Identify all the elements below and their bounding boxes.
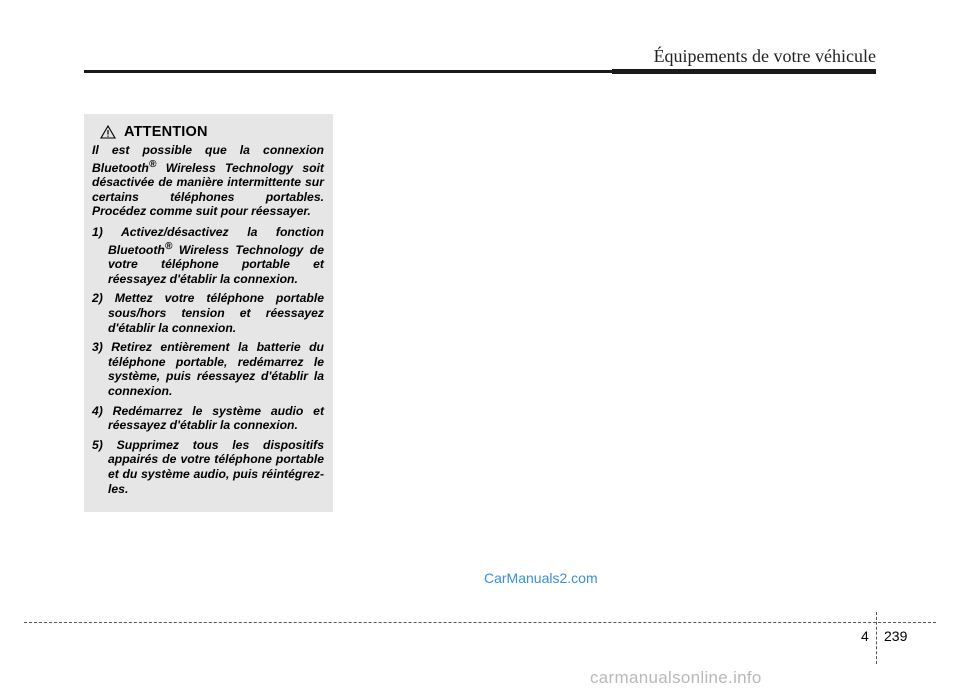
caution-title: ATTENTION [124, 124, 208, 140]
caution-step-1: 1) Activez/désactivez la fonction Bluetooth® Wireless Technology de votre téléphone portable et réessayez d'établir la connexion. [92, 225, 324, 286]
caution-intro: Il est possible que la connexion Bluetooth® Wireless Technology soit désactivée de manière intermittente sur certains téléphones portables. Procédez comme suit pour réessayer. [92, 143, 324, 219]
site-watermark: carmanualsonline.info [590, 668, 762, 687]
page-number: 239 [884, 628, 908, 644]
page-header-title: Équipements de votre véhicule [653, 46, 876, 66]
caution-body [92, 143, 324, 496]
page-number-divider [876, 612, 877, 664]
header-rule-accent [612, 69, 876, 74]
chapter-number: 4 [861, 628, 869, 644]
caution-steps [92, 225, 324, 496]
warning-triangle-icon [100, 125, 116, 139]
caution-step-4: 4) Redémarrez le système audio et réessayez d'établir la connexion. [92, 403, 324, 433]
caution-box [84, 114, 333, 512]
watermark-link[interactable]: CarManuals2.com [484, 570, 598, 586]
footer-divider [24, 622, 936, 623]
caution-step-5: 5) Supprimez tous les dispositifs appairés de votre téléphone portable et du système audio, puis réintégrez-les. [92, 437, 324, 496]
caution-step-2: 2) Mettez votre téléphone portable sous/hors tension et réessayez d'établir la connexion. [92, 291, 324, 335]
caution-header [100, 122, 324, 142]
caution-step-3: 3) Retirez entièrement la batterie du téléphone portable, redémarrez le système, puis réessayez d'établir la connexion. [92, 340, 324, 399]
